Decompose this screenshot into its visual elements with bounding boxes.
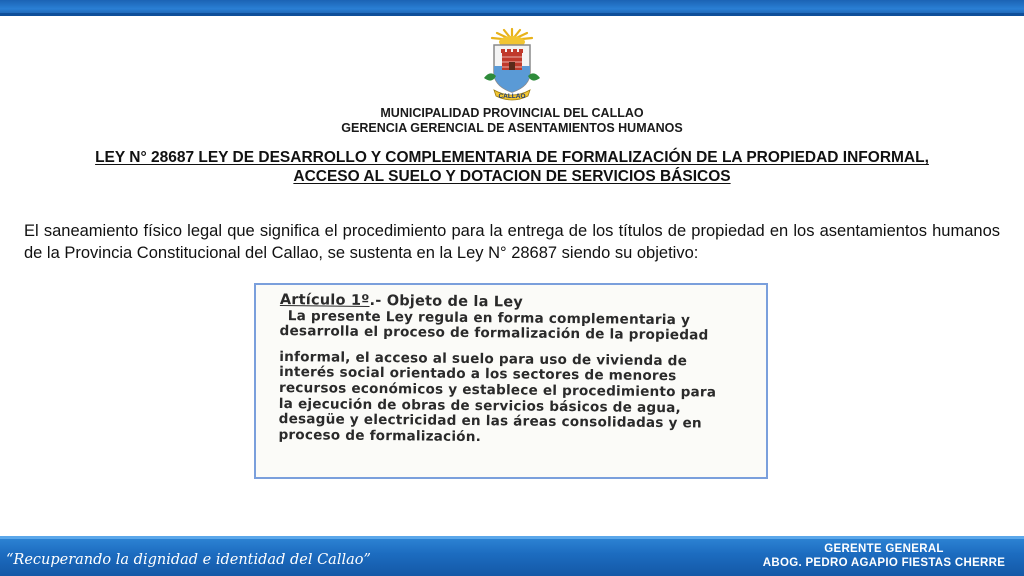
intro-paragraph: El saneamiento físico legal que significa el procedimiento para la entrega de los títulos de propiedad en los asentamientos humanos de la Provincia Constitucional del Callao, se sustenta en la Ley N° 28687 siendo su objetivo: xyxy=(24,222,1000,262)
article-line: interés social orientado a los sectores de menores xyxy=(279,364,677,385)
footer-motto: “Recuperando la dignidad e identidad del Callao” xyxy=(6,552,371,568)
article-line: la ejecución de obras de servicios básicos de agua, xyxy=(278,395,682,416)
law-title-line-1: LEY N° 28687 LEY DE DESARROLLO Y COMPLEMENTARIA DE FORMALIZACIÓN DE LA PROPIEDAD INFORMAL, xyxy=(95,149,929,166)
article-line: La presente Ley regula en forma complementaria y xyxy=(287,307,691,328)
organization-header xyxy=(0,106,1024,136)
signer-role: GERENTE GENERAL xyxy=(824,543,944,555)
article-line: desagüe y electricidad en las áreas consolidadas y en xyxy=(278,411,702,432)
footer-bar xyxy=(0,536,1024,576)
signer-name: ABOG. PEDRO AGAPIO FIESTAS CHERRE xyxy=(762,557,1006,569)
article-scan-image xyxy=(254,283,768,479)
law-title xyxy=(40,148,984,186)
article-line: recursos económicos y establece el procedimiento para xyxy=(278,379,717,401)
law-title-line-2: ACCESO AL SUELO Y DOTACION DE SERVICIOS BÁSICOS xyxy=(293,168,731,185)
footer-signature xyxy=(754,542,1014,570)
callao-crest-logo xyxy=(480,26,544,102)
article-text xyxy=(278,293,750,448)
org-name: MUNICIPALIDAD PROVINCIAL DEL CALLAO xyxy=(380,106,644,120)
org-department: GERENCIA GERENCIAL DE ASENTAMIENTOS HUMANOS xyxy=(341,121,683,135)
article-heading-title: .- Objeto de la Ley xyxy=(369,292,524,311)
crest-label: CALLAO xyxy=(498,93,526,100)
article-line: informal, el acceso al suelo para uso de vivienda de xyxy=(279,348,688,370)
top-banner xyxy=(0,0,1024,16)
article-number: Artículo 1º xyxy=(279,292,370,309)
article-line: proceso de formalización. xyxy=(278,426,482,445)
article-line: desarrolla el proceso de formalización de la propiedad xyxy=(279,323,709,344)
